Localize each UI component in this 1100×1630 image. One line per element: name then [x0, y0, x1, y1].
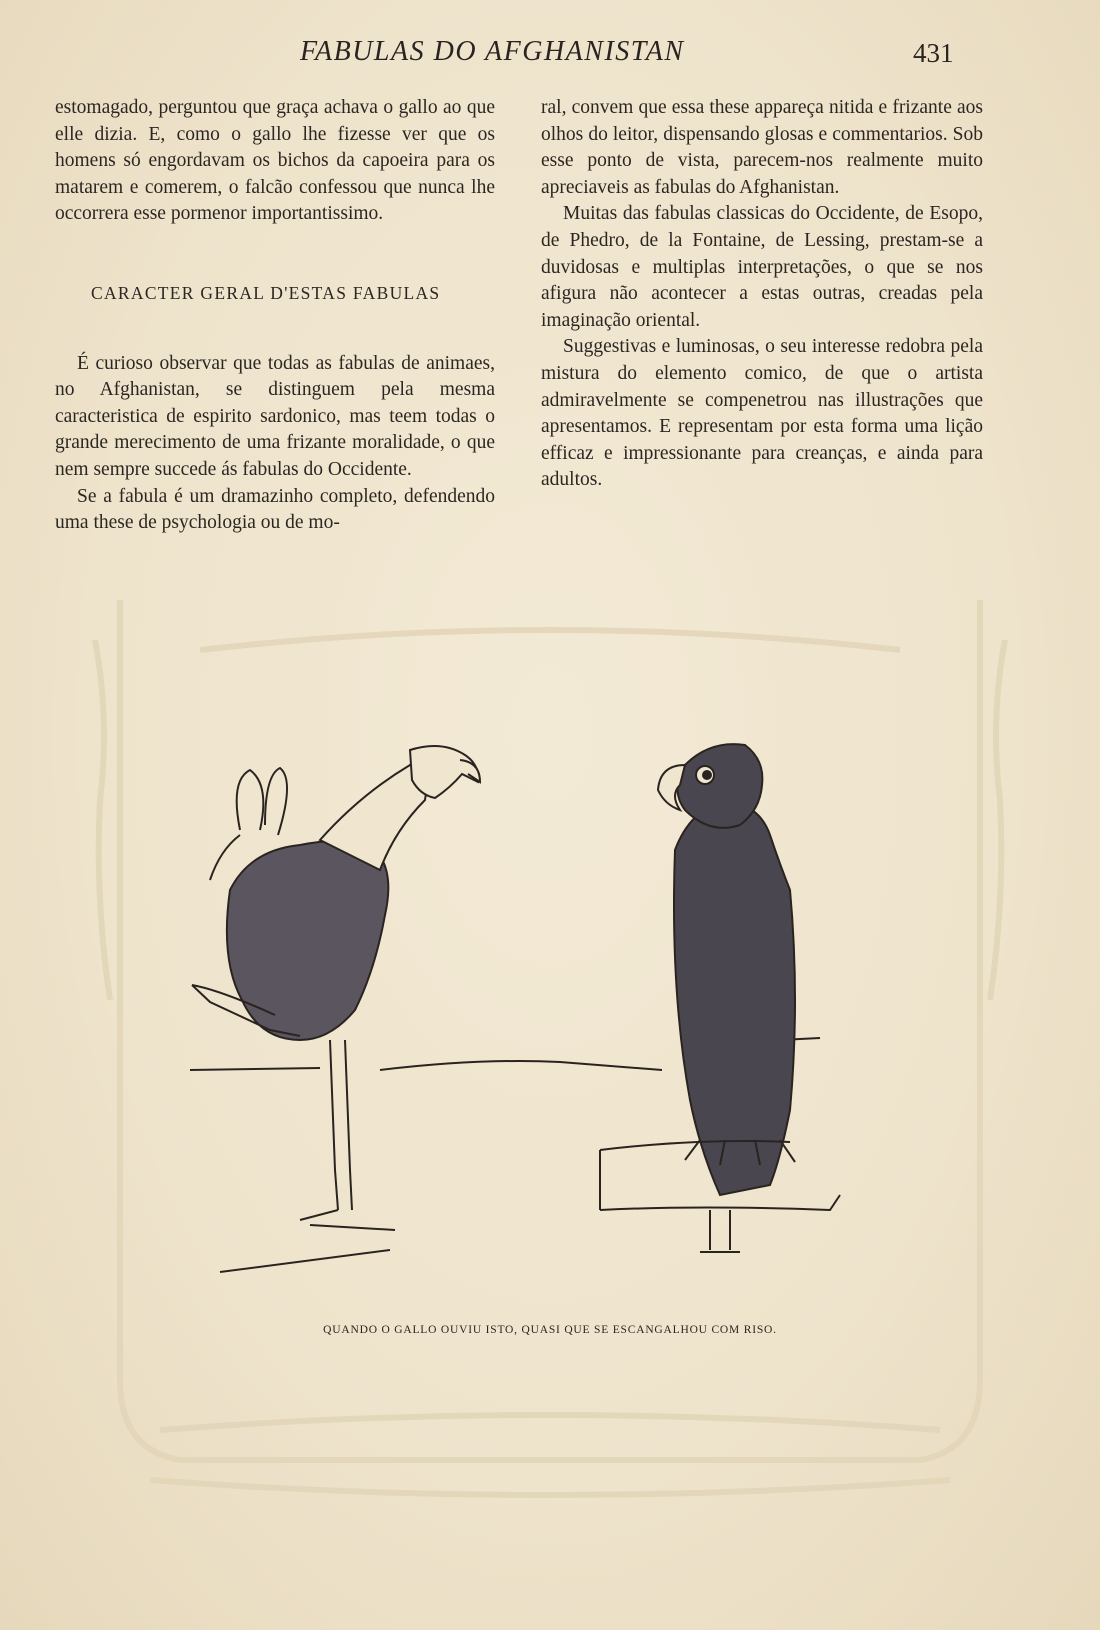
rooster-and-falcon-illustration	[180, 740, 890, 1300]
illustration-caption: QUANDO O GALLO OUVIU ISTO, QUASI QUE SE ESCANGALHOU COM RISO.	[323, 1324, 777, 1336]
right-paragraph-1: ral, convem que essa these appareça nitida e frizante aos olhos do leitor, dispensando glosas e commentarios. Sob esse ponto de vista, parecem-nos realmente muito apreciaveis as fabulas do Afghanistan.	[541, 97, 983, 198]
left-text-column	[55, 95, 495, 537]
right-text-column	[541, 95, 983, 494]
page-number: 431	[913, 38, 954, 68]
rooster-body	[227, 841, 388, 1040]
falcon-perch-stand	[700, 1210, 740, 1252]
right-paragraph-2: Muitas das fabulas classicas do Occidente, de Esopo, de Phedro, de la Fontaine, de Lessing, prestam-se a duvidosas e multiplas interpretações, o que se nos afigura não acontecer a estas outras, creadas pela imaginação oriental.	[541, 203, 983, 331]
left-paragraph-2: É curioso observar que todas as fabulas de animaes, no Afghanistan, se distinguem pela mesma caracteristica de espirito sardonico, mas teem todas o grande merecimento de uma frizante moralidade, o que nem sempre succede ás fabulas do Occidente.	[55, 352, 495, 480]
falcon-body	[674, 800, 795, 1195]
right-paragraph-3: Suggestivas e luminosas, o seu interesse redobra pela mistura do elemento comico, de que o artista admiravelmente se compenetrou nas illustrações que apresentamos. E representam por esta forma uma lição efficaz e impressionante para creanças, e ainda para adultos.	[541, 336, 983, 491]
section-heading: CARACTER GERAL D'ESTAS FABULAS	[91, 282, 441, 303]
falcon-head	[678, 744, 763, 828]
rooster-figure	[192, 746, 480, 1230]
running-head-title: FABULAS DO AFGHANISTAN	[300, 36, 685, 67]
left-paragraph-3: Se a fabula é um dramazinho completo, defendendo uma these de psychologia ou de mo-	[55, 485, 495, 534]
left-paragraph-1: estomagado, perguntou que graça achava o gallo ao que elle dizia. E, como o gallo lhe fizesse ver que os homens só engordavam os bichos da capoeira para os matarem e comerem, o falcão confessou que nunca lhe occorrera esse pormenor importantissimo.	[55, 97, 495, 225]
falcon-figure	[600, 744, 840, 1252]
